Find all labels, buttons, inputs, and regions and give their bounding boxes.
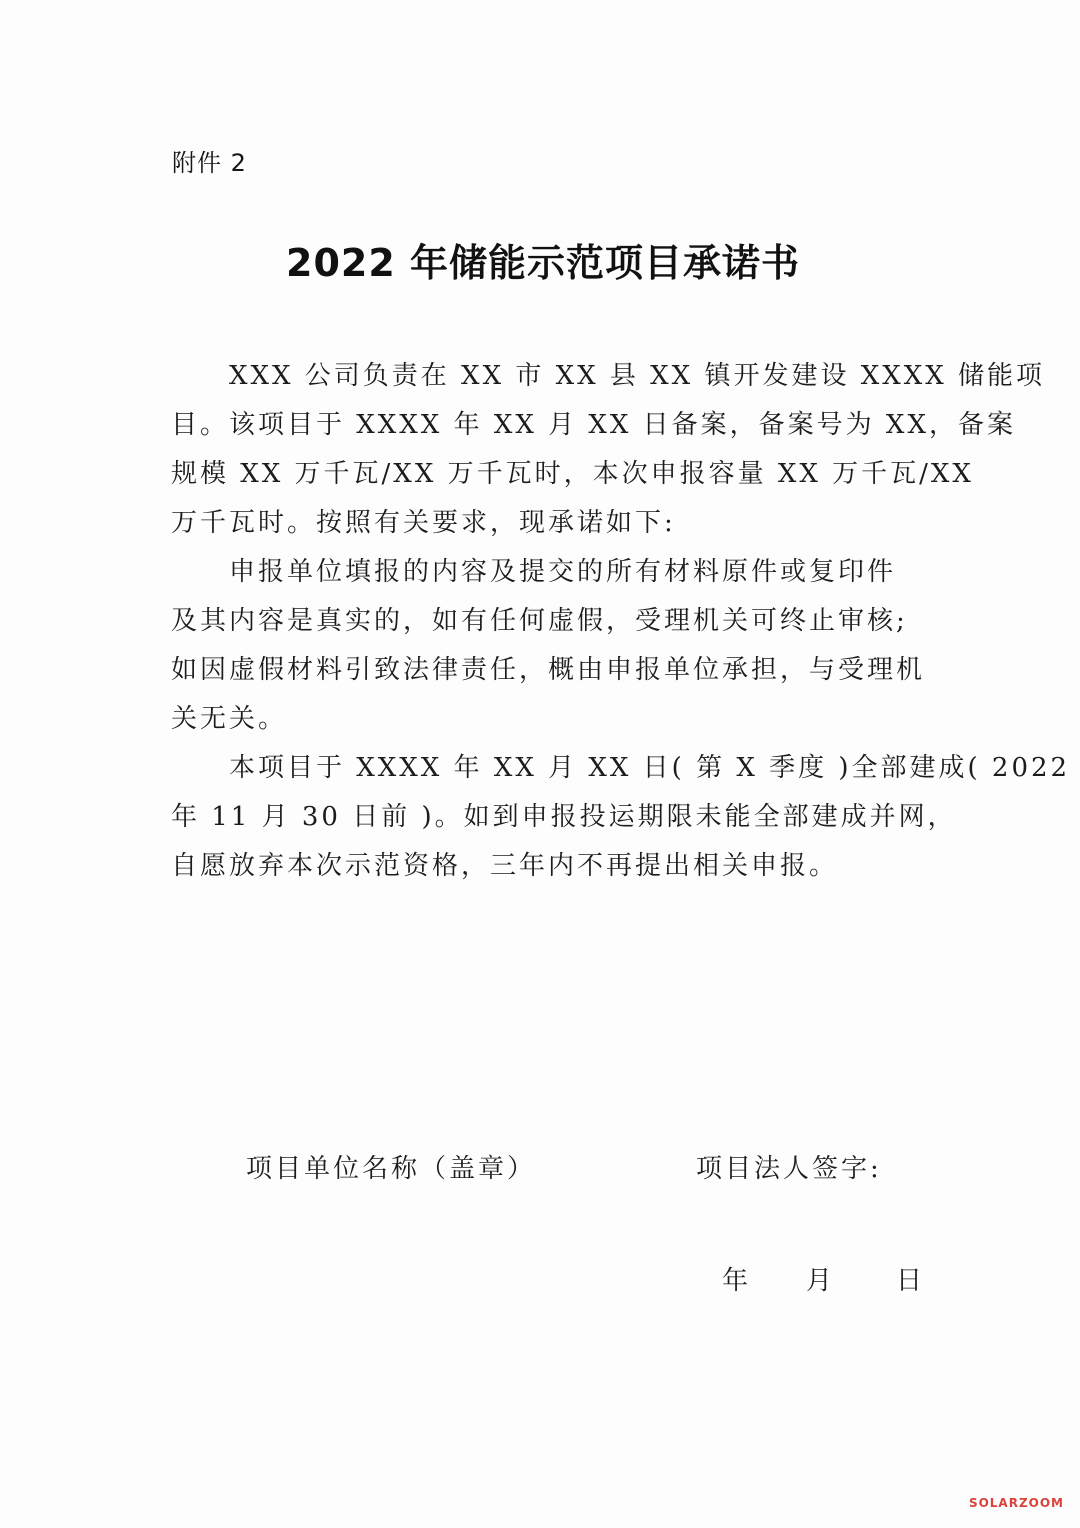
paragraph-line: XXX 公司负责在 XX 市 XX 县 XX 镇开发建设 XXXX 储能项 bbox=[229, 361, 1046, 391]
paragraph-line: 本项目于 XXXX 年 XX 月 XX 日( 第 X 季度 )全部建成( 2022 bbox=[229, 753, 1071, 783]
paragraph-line: 自愿放弃本次示范资格，三年内不再提出相关申报。 bbox=[171, 851, 839, 881]
date-day-label: 日 bbox=[896, 1266, 923, 1296]
paragraph-line: 申报单位填报的内容及提交的所有材料原件或复印件 bbox=[229, 557, 897, 587]
signature-legal-label: 项目法人签字: bbox=[696, 1154, 882, 1184]
paragraph-line: 目。该项目于 XXXX 年 XX 月 XX 日备案，备案号为 XX，备案 bbox=[171, 410, 1016, 440]
document-body bbox=[171, 352, 1071, 891]
watermark: SOLARZOOM bbox=[968, 1496, 1064, 1510]
signature-unit-label: 项目单位名称（盖章） bbox=[246, 1154, 537, 1184]
date-year-label: 年 bbox=[722, 1266, 749, 1296]
paragraph-line: 及其内容是真实的，如有任何虚假，受理机关可终止审核; bbox=[171, 606, 908, 636]
paragraph-line: 年 11 月 30 日前 )。如到申报投运期限未能全部建成并网， bbox=[171, 802, 957, 832]
paragraph-truthfulness bbox=[171, 548, 926, 744]
paragraph-project-info bbox=[171, 352, 1046, 548]
paragraph-completion bbox=[171, 744, 1071, 891]
paragraph-line: 关无关。 bbox=[171, 704, 288, 734]
paragraph-line: 规模 XX 万千瓦/XX 万千瓦时，本次申报容量 XX 万千瓦/XX bbox=[171, 459, 974, 489]
paragraph-line: 如因虚假材料引致法律责任，概由申报单位承担，与受理机 bbox=[171, 655, 926, 685]
document-title: 2022 年储能示范项目承诺书 bbox=[286, 241, 800, 285]
attachment-label: 附件 2 bbox=[172, 149, 247, 177]
paragraph-line: 万千瓦时。按照有关要求，现承诺如下: bbox=[171, 508, 676, 538]
date-month-label: 月 bbox=[806, 1266, 833, 1296]
